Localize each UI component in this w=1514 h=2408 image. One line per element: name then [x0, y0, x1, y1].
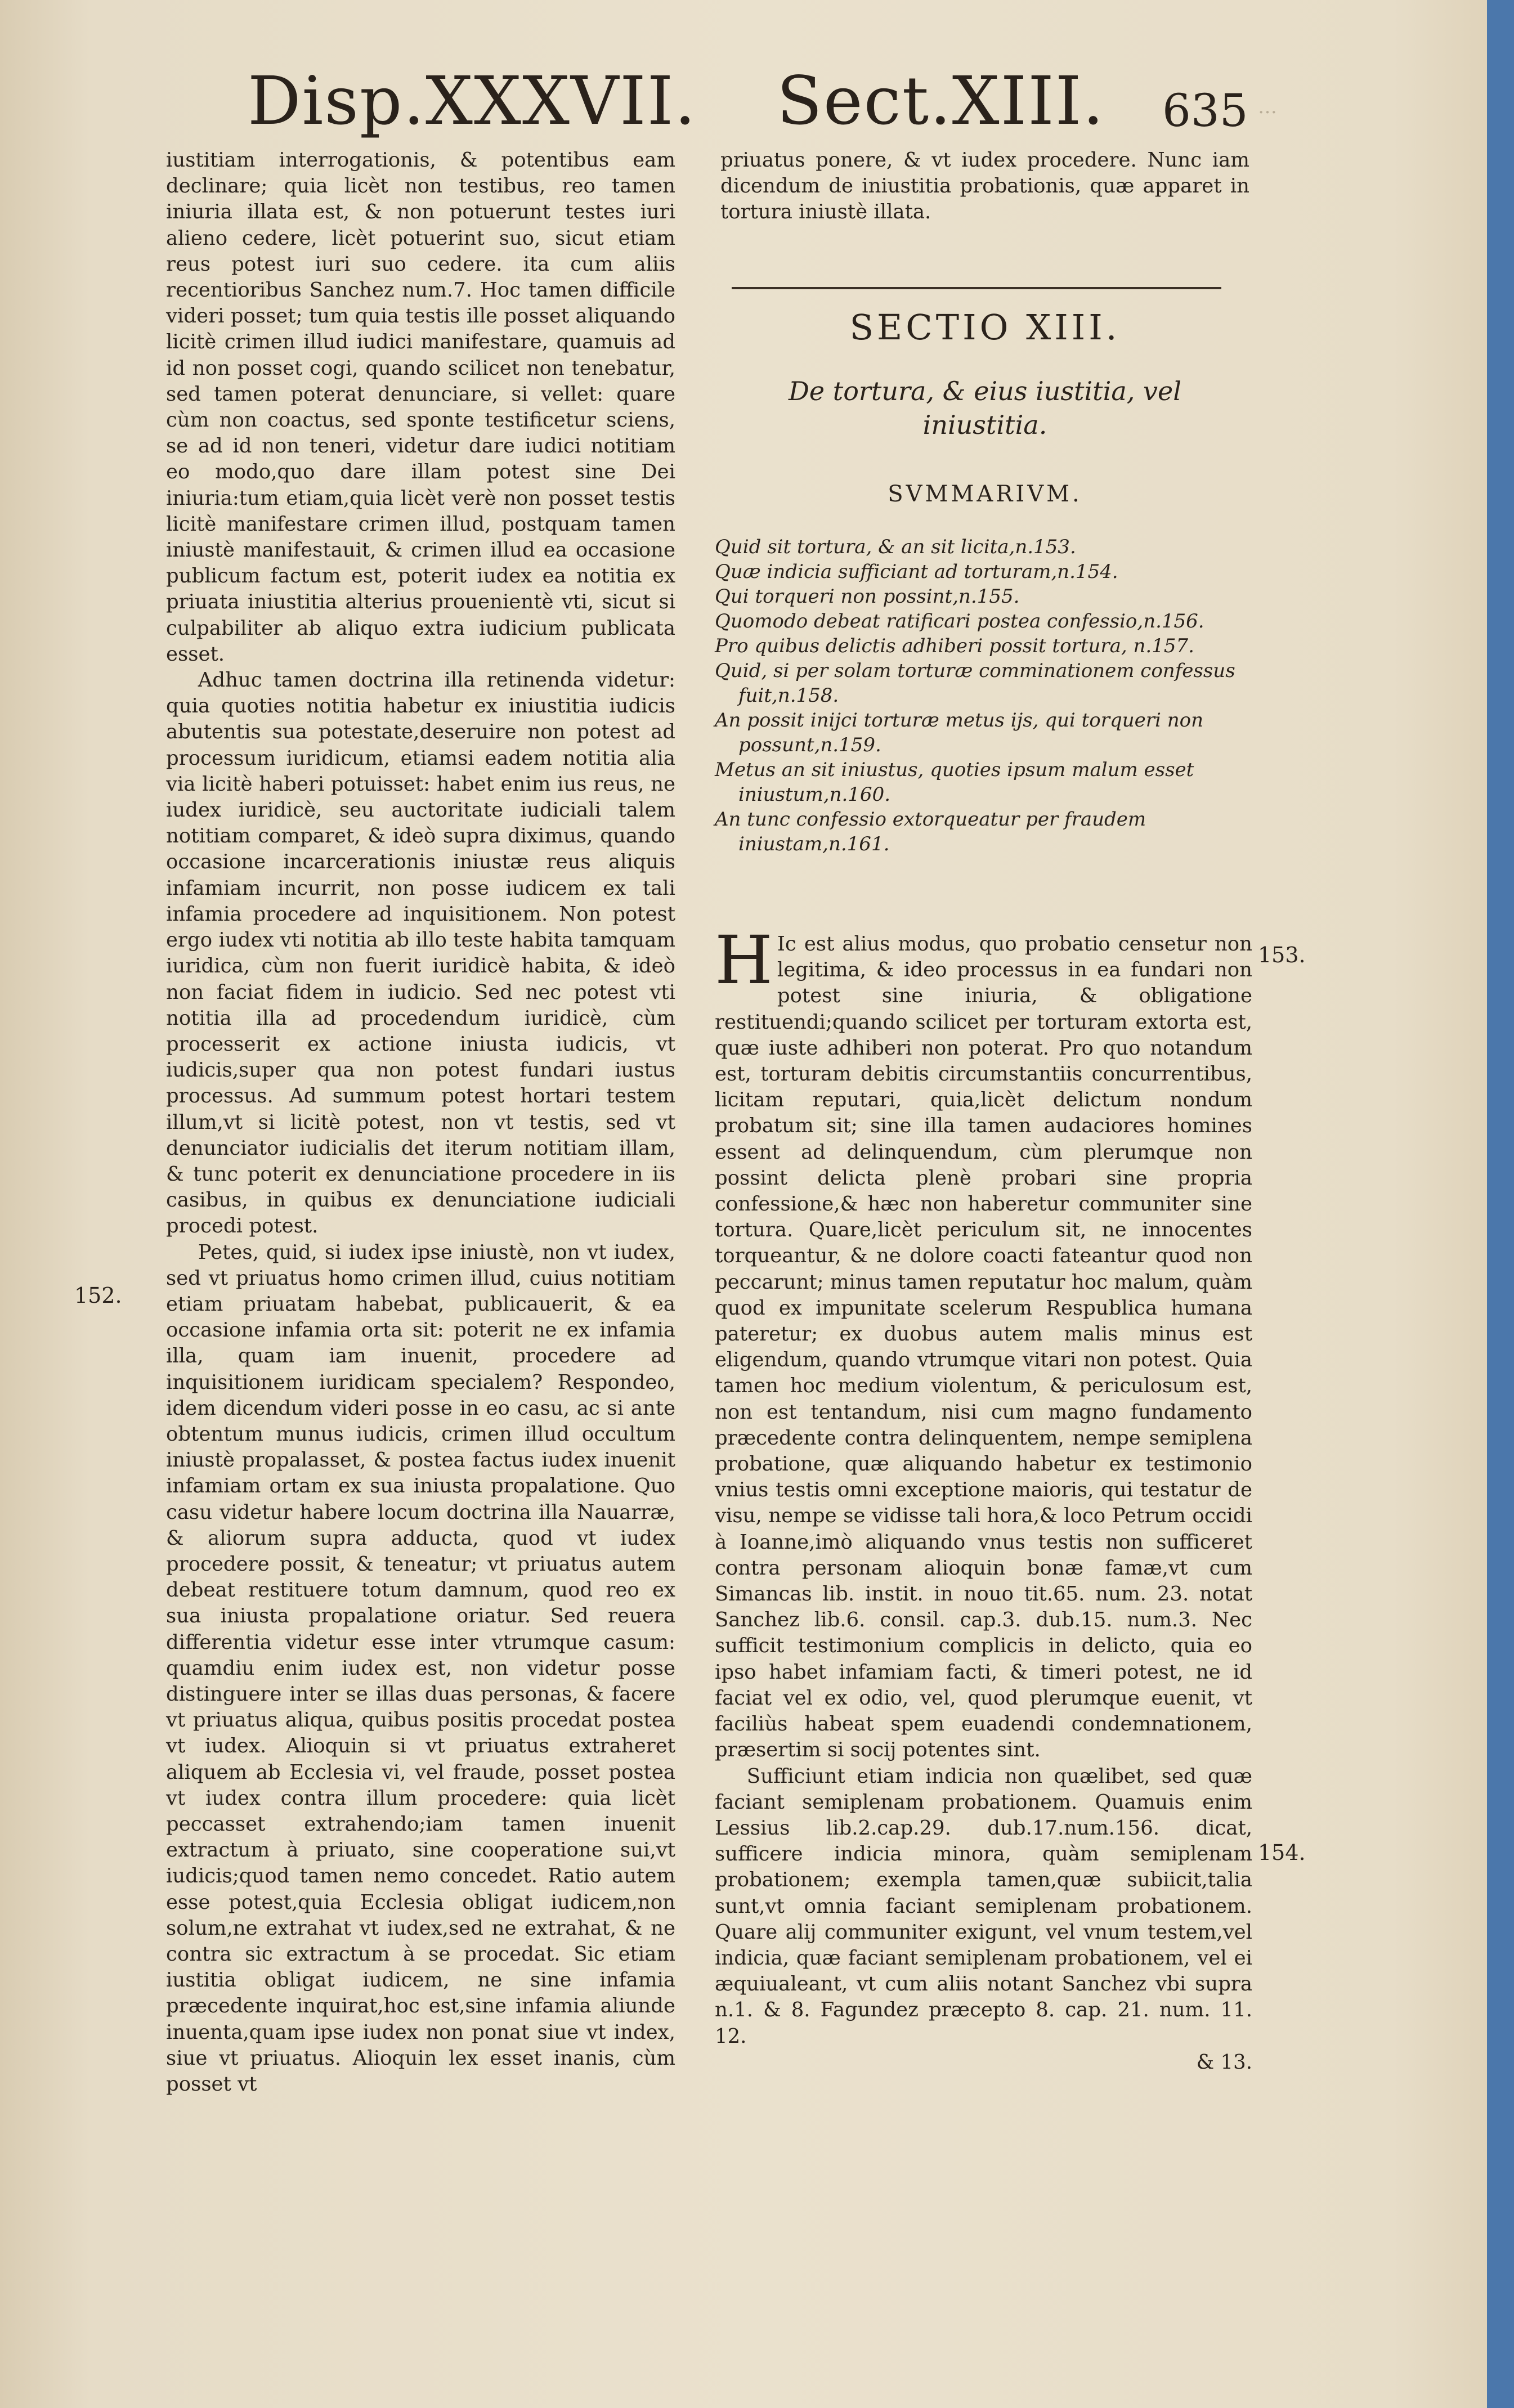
paragraph: Petes, quid, si iudex ipse iniustè, non vt iudex, sed vt priuatus homo crimen illud, cuius notitiam etiam priuatam habebat, publicauerit, & ea occasione infamia orta sit: poterit ne ex infamia illa, quam iam inuenit, procedere ad inquisitionem iuridicam specialem? Respondeo, idem dicendum videri posse in eo casu, ac si ante obtentum munus iudicis, crimen illud occultum iniustè propalasset, & postea factus iudex inuenit infamiam ortam ex sua iniusta propalatione. Quo casu videtur habere locum doctrina illa Nauarræ, & aliorum supra adducta, quod vt iudex procedere possit, & teneatur; vt priuatus autem debeat restituere totum damnum, quod reo ex sua iniusta propalatione oriatur. Sed reuera differentia videtur esse inter vtrumque casum: quamdiu enim iudex est, non videtur posse distinguere inter se illas duas personas, & facere vt priuatus aliqua, quibus positis procedat postea vt iudex. Alioquin si vt priuatus extraheret aliquem ab Ecclesia vi, vel fraude, posset postea vt iudex contra illum procedere: quia licèt peccasset extrahendo;iam tamen inuenit extractum à priuato, sine cooperatione sui,vt iudicis;quod tamen nemo concedet. Ratio autem esse potest,quia Ecclesia obligat iudicem,non solum,ne extrahat vt iudex,sed ne extrahat, & ne contra sic extractum à se procedat. Sic etiam iustitia obligat iudicem, ne sine infamia præcedente inquirat,hoc est,sine infamia aliunde inuenta,quam ipse iudex non ponat siue vt index, siue vt priuatus. Alioquin lex esset inanis, cùm posset vt [166, 1240, 675, 2096]
disputation-heading: Disp.XXXVII. [248, 62, 697, 140]
page-number: 635 [1162, 84, 1248, 137]
margin-number-153: 153. [1258, 943, 1306, 967]
summary-item: An possit inijci torturæ metus ijs, qui torqueri non possunt,n.159. [715, 709, 1203, 756]
scan-background-strip [1487, 0, 1514, 2408]
drop-cap: H [715, 921, 773, 999]
summary-item: Pro quibus delictis adhiberi possit tortura, n.157. [715, 635, 1194, 657]
section-subtitle: De tortura, & eius iustitia, vel iniustitia. [789, 376, 1181, 440]
summary-title: SVMMARIVM. [888, 481, 1082, 507]
section-divider [732, 287, 1221, 289]
summary-item: Metus an sit iniustus, quoties ipsum malum esset iniustum,n.160. [715, 759, 1194, 806]
margin-number-152: 152. [74, 1283, 122, 1308]
section-heading: Sect.XIII. [777, 62, 1105, 140]
summary-item: Quomodo debeat ratificari postea confessio,n.156. [715, 610, 1204, 633]
bleed-through-text: … [1258, 96, 1277, 118]
paragraph: Sufficiunt etiam indicia non quælibet, sed quæ faciant semiplenam probationem. Quamuis enim Lessius lib.2.cap.29. dub.17.num.156. dicat, sufficere indicia minora, quàm semiplenam probationem; exempla tamen,quæ subiicit,talia sunt,vt omnia faciant semiplenam probationem. Quare alij communiter exigunt, vel vnum testem,vel indicia, quæ faciant semiplenam probationem, vel ei æquiualeant, vt cum aliis notant Sanchez vbi supra n.1. & 8. Fagundez præcepto 8. cap. 21. num. 11. 12. [715, 1764, 1252, 2048]
paragraph [715, 921, 1252, 1764]
summary-list [715, 535, 1249, 857]
summary-item: Qui torqueri non possint,n.155. [715, 585, 1020, 608]
paragraph-text: Ic est alius modus, quo probatio censetur non legitima, & ideo processus in ea fundari non potest sine iniuria, & obligatione restituendi;quando scilicet per torturam extorta est, quæ iuste adhiberi non poterat. Pro quo notandum est, torturam debitis circumstantiis concurrentibus, licitam reputari, quia,licèt delictum nondum probatum sit; sine illa tamen audaciores homines essent ad delinquendum, cùm plerumque non possint delicta plenè probari sine propria confessione,& hæc non haberetur communiter sine tortura. Quare,licèt periculum sit, ne innocentes torqueantur, & ne dolore coacti fateantur quod non peccarunt; minus tamen reputatur hoc malum, quàm quod ex impunitate scelerum Respublica humana pateretur; ex duobus autem malis minus est eligendum, quando vtrumque vitari non potest. Quia tamen hoc medium violentum, & periculosum est, non est tentandum, nisi cum magno fundamento præcedente contra delinquentem, nempe semiplena probatione, quæ aliquando habetur ex testimonio vnius testis omni exceptione maioris, qui testatur de visu, nempe se vidisse tali hora,& loco Petrum occidi à Ioanne,imò aliquando vnus testis non sufficeret contra personam alioquin bonæ famæ,vt cum Simancas lib. instit. in nouo tit.65. num. 23. notat Sanchez lib.6. consil. cap.3. dub.15. num.3. Nec sufficit testimonium complicis in delicto, quia eo ipso habet infamiam facti, & timeri potest, ne id faciat vel ex odio, vel, quod plerumque euenit, vt faciliùs habeat spem euadendi condemnationem, præsertim si socij potentes sint. [715, 932, 1252, 1762]
paragraph: Adhuc tamen doctrina illa retinenda videtur: quia quoties notitia habetur ex iniustitia iudicis abutentis sua potestate,deseruire non potest ad processum iuridicum, etiamsi eadem notitia alia via licitè haberi potuisset: habet enim ius reus, ne iudex iuridicè, seu auctoritate iudiciali talem notitiam comparet, & ideò supra diximus, quando occasione incarcerationis iniustæ reus aliquis infamiam incurrit, non posse iudicem ex tali infamia procedere ad inquisitionem. Non potest ergo iudex vti notitia ab illo teste habita tamquam iuridica, cùm non fuerit iuridicè habita, & ideò non faciat fidem in iudicio. Sed nec potest vti notitia illa ad procedendum iuridicè, cùm processerit ex actione iniusta iudicis, vt iudicis,super qua non potest fundari iustus processus. Ad summum potest hortari testem illum,vt si licitè potest, non vt testis, sed vt denunciator iudicialis det iterum notitiam illam, & tunc poterit ex denunciatione procedere in iis casibus, in quibus ex denunciatione iudiciali procedi potest. [166, 669, 675, 1238]
paragraph: priuatus ponere, & vt iudex procedere. Nunc iam dicendum de iniustitia probationis, quæ apparet in tortura iniustè illata. [720, 149, 1249, 224]
margin-number-154: 154. [1258, 1840, 1306, 1865]
left-column [166, 147, 675, 2097]
right-column-body [715, 921, 1252, 2075]
paragraph: iustitiam interrogationis, & potentibus eam declinare; quia licèt non testibus, reo tamen iniuria illata est, & non potuerunt testes iuri alieno cedere, licèt potuerint suo, sicut etiam reus potest iuri suo cedere. ita cum aliis recentioribus Sanchez num.7. Hoc tamen difficile videri posset; tum quia testis ille posset aliquando licitè crimen illud iudici manifestare, quamuis ad id non posset cogi, quando scilicet non tenebatur, sed tamen poterat denunciare, si vellet: quare cùm non coactus, sed sponte testificetur sciens, se ad id non teneri, videtur dare iudici notitiam eo modo,quo dare illam potest sine Dei iniuria:tum etiam,quia licèt verè non posset testis licitè manifestare crimen illud, postquam tamen iniustè manifestauit, & crimen illud ea occasione publicum factum est, poterit iudex ea notitia ex priuata iniustitia alterius prouenientè vti, sicut si culpabiliter ab aliquo extra iudicium publicata esset. [166, 149, 675, 666]
summary-item: An tunc confessio extorqueatur per fraudem iniustam,n.161. [715, 808, 1146, 855]
summary-item: Quid, si per solam torturæ comminationem confessus fuit,n.158. [715, 660, 1235, 707]
catchword: & 13. [1196, 2050, 1252, 2074]
summary-item: Quid sit tortura, & an sit licita,n.153. [715, 536, 1076, 558]
running-header [0, 62, 1514, 146]
section-title: SECTIO XIII. [849, 307, 1121, 348]
summary-item: Quæ indicia sufficiant ad torturam,n.154. [715, 560, 1118, 583]
right-column-top [720, 147, 1249, 226]
